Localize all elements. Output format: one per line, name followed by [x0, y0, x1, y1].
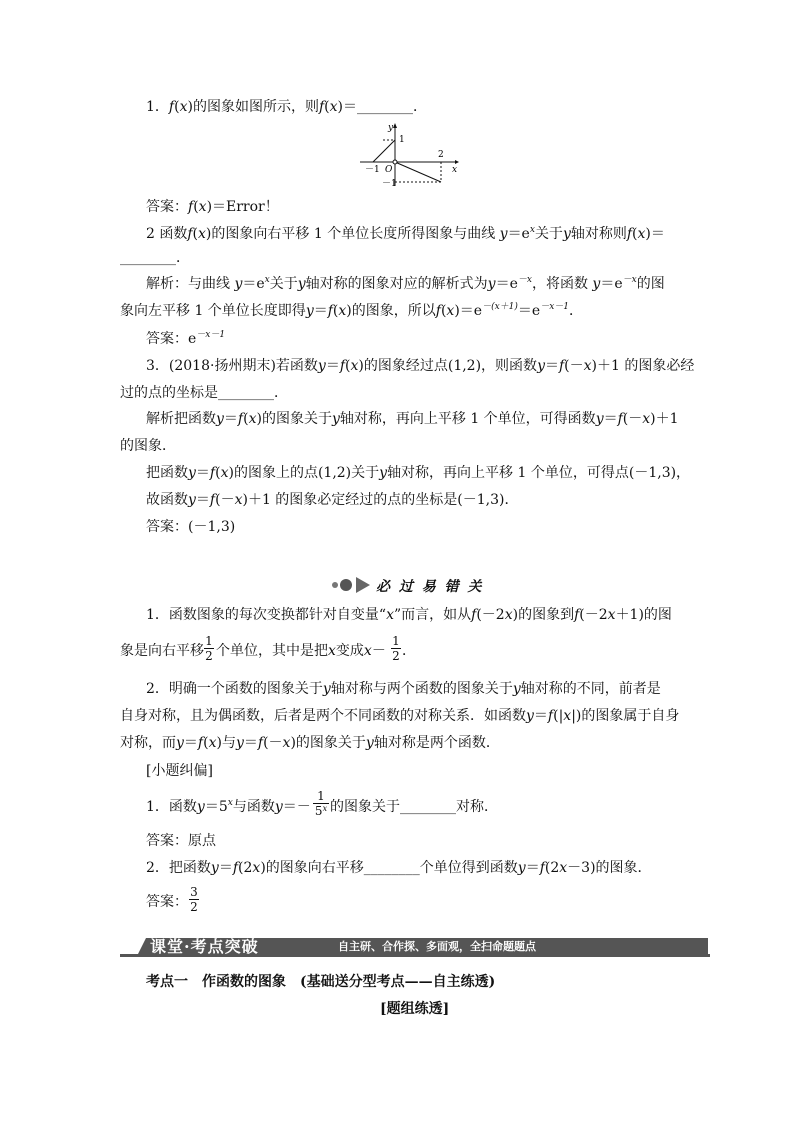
p3-question-2: 过的点的坐标是________． [120, 385, 288, 401]
frac-denominator: 2 [190, 900, 198, 914]
p2-question-cont: ________． [120, 250, 190, 266]
p2-explanation-1: 解析：与曲线 $y=e^x$关于y轴对称的图象对应的解析式为$y=e^{-x}$，将函数 $y=e^{-x}$的图 [146, 275, 665, 292]
pitfall-2c: 对称，而y＝f(x)与y＝f(－x)的图象关于y轴对称是两个函数． [120, 735, 500, 751]
quiz-q1-part2: 的图象关于________对称． [330, 799, 498, 815]
quiz-a2-label: 答案： [146, 894, 188, 910]
pitfall-1b-end: ． [402, 643, 416, 659]
label-neg-one-x: －1 [365, 165, 380, 175]
section-banner [120, 937, 710, 959]
topic-heading: 考点一 作函数的图象 (基础送分型考点——自主练透) [146, 974, 496, 990]
frac-denominator: 2 [205, 649, 213, 663]
label-origin: O [385, 165, 393, 175]
p3-explanation-3: 把函数y＝f(x)的图象上的点(1,2)关于y轴对称，再向上平移 1 个单位，可得点(－1,3)， [146, 465, 691, 481]
frac-numerator: 3 [190, 885, 198, 899]
header-label: 必 过 易 错 关 [376, 579, 484, 595]
label-two: 2 [438, 150, 444, 160]
quiz-q1-fraction [313, 789, 329, 818]
label-neg-one-y: －1 [382, 179, 397, 189]
p3-question-1: 3．(2018·扬州期末)若函数y＝f(x)的图象经过点(1,2)，则函数y＝f(－x)＋1 的图象必经 [146, 358, 695, 374]
quiz-q1-part1: 1．函数$y=5^x$与函数y＝－ [146, 798, 311, 815]
pitfall-1b-fraction-b [391, 634, 401, 663]
pitfall-1b-part1: 象是向右平移 [120, 643, 204, 659]
topic-sub: [题组练透] [380, 1001, 450, 1017]
pitfall-1b-fraction-a [204, 634, 214, 663]
quiz-a2-fraction [189, 885, 199, 914]
section-subtitle: 自主研、合作探、多面观，全扫命题题点 [338, 940, 536, 953]
pitfall-2a: 2．明确一个函数的图象关于y轴对称与两个函数的图象关于y轴对称的不同，前者是 [146, 681, 661, 697]
open-point [393, 160, 397, 164]
label-x: x [452, 165, 458, 175]
p3-answer: 答案：(－1,3) [146, 519, 236, 535]
pitfall-1b-part2: 个单位，其中是把x变成x－ [216, 643, 386, 659]
x-axis-arrow [455, 160, 459, 164]
y-axis-arrow [393, 123, 397, 128]
frac-denominator: 2 [392, 649, 400, 663]
p1-graph-figure [355, 120, 465, 190]
label-one: 1 [399, 135, 405, 145]
p1-question: 1．f(x)的图象如图所示，则f(x)＝________． [146, 99, 427, 115]
pitfall-1a: 1．函数图象的每次变换都针对自变量“x”而言，如从f(－2x)的图象到f(－2x＋1)的图 [146, 607, 672, 623]
p2-question: 2 函数f(x)的图象向右平移 1 个单位长度所得图象与曲线 $y=e^x$关于y轴对称则f(x)＝ [146, 225, 665, 242]
quiz-a1: 答案：原点 [146, 833, 216, 849]
p1-answer: 答案：f(x)＝Error！ [146, 199, 279, 215]
graph-segment-left [373, 140, 395, 162]
p2-answer: 答案：$e^{-x-1}$ [146, 330, 226, 347]
graph-segment-right [395, 162, 441, 182]
pitfall-header [330, 574, 484, 596]
p3-explanation-4: 故函数y＝f(－x)＋1 的图象必定经过的点的坐标是(－1,3)． [146, 492, 519, 508]
section-title: 课堂·考点突破 [150, 937, 259, 956]
frac-denominator: 5$^x$ [314, 804, 328, 818]
p3-explanation-1: 解析把函数y＝f(x)的图象关于y轴对称，再向上平移 1 个单位，可得函数y＝f(－x)＋1 [146, 411, 679, 427]
frac-numerator: 1 [205, 634, 213, 648]
pitfall-2b: 自身对称，且为偶函数，后者是两个不同函数的对称关系．如函数y＝f(|x|)的图象属于自身 [120, 708, 680, 724]
quiz-label: [小题纠偏] [146, 763, 213, 779]
frac-numerator: 1 [317, 789, 325, 803]
label-y: y [388, 123, 394, 133]
p2-explanation-2: 象向左平移 1 个单位长度即得y＝f(x)的图象，所以$f(x)=e^{-(x+1)}=e^{-x-1}$． [120, 302, 584, 319]
frac-numerator: 1 [392, 634, 400, 648]
quiz-q2: 2．把函数y＝f(2x)的图象向右平移________个单位得到函数y＝f(2x－3)的图象． [146, 860, 652, 876]
header-bullet-icon [330, 574, 378, 596]
p3-explanation-2: 的图象． [120, 438, 176, 454]
